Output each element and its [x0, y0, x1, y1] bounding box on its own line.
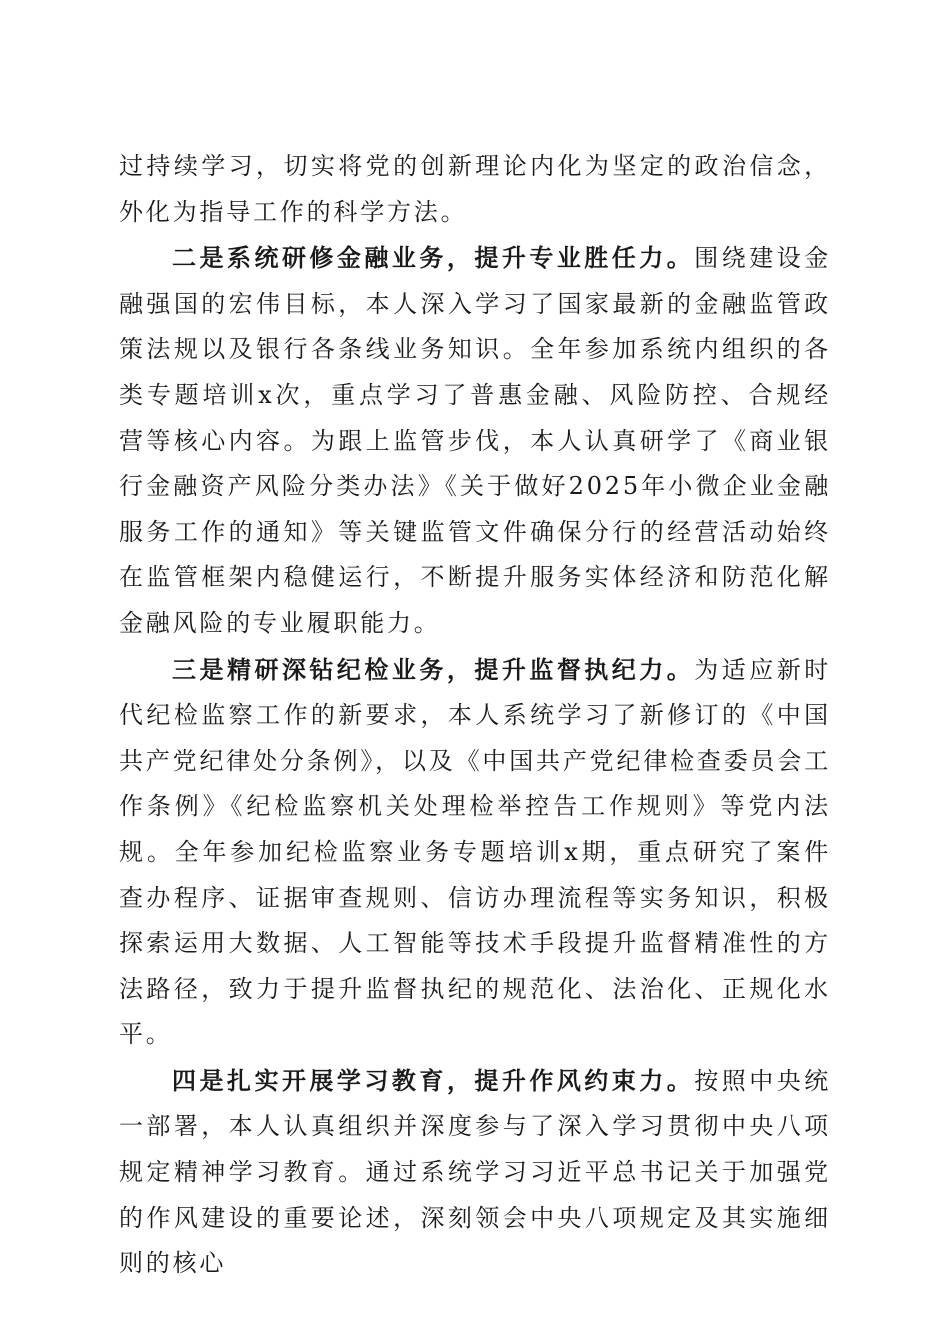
paragraph-text: 围绕建设金融强国的宏伟目标，本人深入学习了国家最新的金融监管政策法规以及银行各条线业务知识。全年参加系统内组织的各类专题培训x次，重点学习了普惠金融、风险防控、合规经营等核心内容。为跟上监管步伐，本人认真研学了《商业银行金融资产风险分类办法》《关于做好2025年小微企业金融服务工作的通知》等关键监管文件确保分行的经营活动始终在监管框架内稳健运行，不断提升服务实体经济和防范化解金融风险的专业履职能力。: [119, 244, 831, 637]
paragraph-heading: 二是系统研修金融业务，提升专业胜任力。: [172, 243, 695, 273]
paragraph-text: 按照中央统一部署，本人认真组织并深度参与了深入学习贯彻中央八项规定精神学习教育。通过系统学习习近平总书记关于加强党的作风建设的重要论述，深刻领会中央八项规定及其实施细则的核心: [119, 1066, 831, 1278]
paragraph-heading: 三是精研深钻纪检业务，提升监督执纪力。: [172, 654, 695, 684]
paragraph-continuation: [119, 144, 831, 235]
paragraph-text: 过持续学习，切实将党的创新理论内化为坚定的政治信念，外化为指导工作的科学方法。: [119, 152, 831, 226]
paragraph-heading: 四是扎实开展学习教育，提升作风约束力。: [172, 1065, 695, 1095]
paragraph-finance-study: [119, 235, 831, 646]
paragraph-style-education: [119, 1058, 831, 1287]
paragraph-discipline-study: [119, 647, 831, 1058]
paragraph-text: 为适应新时代纪检监察工作的新要求，本人系统学习了新修订的《中国共产党纪律处分条例》，以及《中国共产党纪律检查委员会工作条例》《纪检监察机关处理检举控告工作规则》等党内法规。全年参加纪检监察业务专题培训x期，重点研究了案件查办程序、证据审查规则、信访办理流程等实务知识，积极探索运用大数据、人工智能等技术手段提升监督精准性的方法路径，致力于提升监督执纪的规范化、法治化、正规化水平。: [119, 655, 831, 1049]
document-body: [119, 144, 831, 1287]
